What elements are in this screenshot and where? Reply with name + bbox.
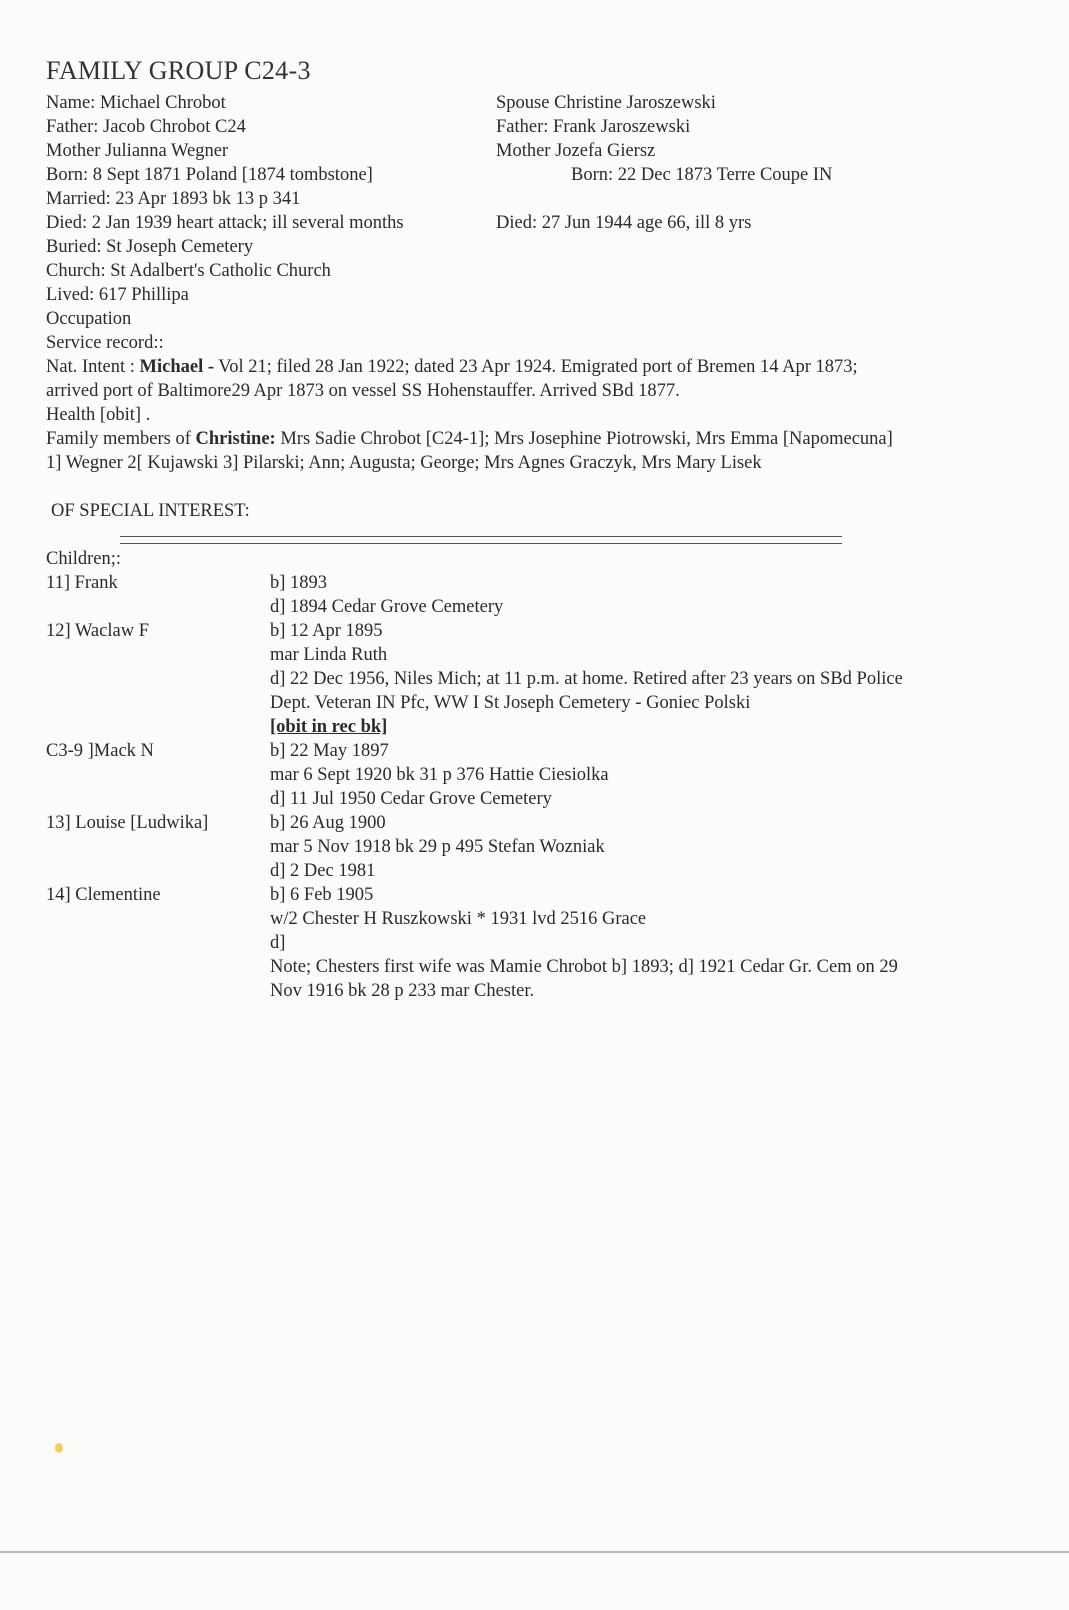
spouse-born: Born: 22 Dec 1873 Terre Coupe IN: [571, 165, 833, 185]
child-name: 12] Waclaw F: [46, 621, 149, 641]
child-details: [270, 739, 930, 811]
husband-lived: Lived: 617 Phillipa: [46, 285, 189, 305]
spouse-died: Died: 27 Jun 1944 age 66, ill 8 yrs: [496, 213, 752, 233]
family-members-text: Mrs Sadie Chrobot [C24-1]; Mrs Josephine Piotrowski, Mrs Emma [Napomecuna] 1] Wegner 2[ Kujawski 3] Pilarski; Ann; Augusta; George; Mrs Agnes Graczyk, Mrs Mary Lisek: [46, 429, 893, 473]
husband-father: Father: Jacob Chrobot C24: [46, 117, 246, 137]
child-detail-line: Note; Chesters first wife was Mamie Chrobot b] 1893; d] 1921 Cedar Gr. Cem on 29 Nov 1916 bk 28 p 233 mar Chester.: [270, 957, 898, 1001]
nat-intent-bold: Michael -: [139, 357, 215, 377]
nat-intent-text: Vol 21; filed 28 Jan 1922; dated 23 Apr 1924. Emigrated port of Bremen 14 Apr 1873; arrived port of Baltimore29 Apr 1873 on vessel SS Hohenstauffer. Arrived SBd 1877.: [46, 357, 858, 401]
husband-occupation: Occupation: [46, 309, 132, 329]
child-name: 11] Frank: [46, 573, 118, 593]
child-name: C3-9 ]Mack N: [46, 741, 154, 761]
spouse-father: Father: Frank Jaroszewski: [496, 117, 691, 137]
child-detail-line: d] 22 Dec 1956, Niles Mich; at 11 p.m. at home. Retired after 23 years on SBd Police Dept. Veteran IN Pfc, WW I St Joseph Cemetery - Goniec Polski: [270, 669, 903, 713]
nat-intent: [46, 355, 906, 403]
child-detail-line: d] 2 Dec 1981: [270, 861, 376, 881]
child-detail-line: mar Linda Ruth: [270, 645, 388, 665]
husband-church: Church: St Adalbert's Catholic Church: [46, 261, 331, 281]
child-detail-line: b] 1893: [270, 573, 328, 593]
husband-service-record: Service record::: [46, 333, 164, 353]
husband-died: Died: 2 Jan 1939 heart attack; ill several months: [46, 213, 404, 233]
spouse-mother: Mother Jozefa Giersz: [496, 141, 656, 161]
husband-mother: Mother Julianna Wegner: [46, 141, 229, 161]
child-detail-line: d] 1894 Cedar Grove Cemetery: [270, 597, 504, 617]
bottom-edge-line: [0, 1551, 1069, 1553]
child-details: [270, 811, 930, 883]
husband-born: Born: 8 Sept 1871 Poland [1874 tombstone]: [46, 165, 373, 185]
children-header: Children;:: [46, 549, 122, 569]
page-title: FAMILY GROUP C24-3: [46, 56, 311, 85]
child-name: 14] Clementine: [46, 885, 161, 905]
obit-note: [obit in rec bk]: [270, 717, 388, 737]
child-details: [270, 571, 930, 619]
child-detail-line: d]: [270, 933, 286, 953]
child-detail-line: b] 6 Feb 1905: [270, 885, 374, 905]
child-detail-line: mar 5 Nov 1918 bk 29 p 495 Stefan Wozniak: [270, 837, 605, 857]
family-members-prefix: Family members of: [46, 429, 196, 449]
child-name: 13] Louise [Ludwika]: [46, 813, 209, 833]
child-detail-line: b] 22 May 1897: [270, 741, 389, 761]
child-details: [270, 883, 930, 1003]
child-detail-line: d] 11 Jul 1950 Cedar Grove Cemetery: [270, 789, 552, 809]
spouse-name: Spouse Christine Jaroszewski: [496, 93, 716, 113]
special-interest: OF SPECIAL INTEREST:: [51, 501, 250, 521]
child-detail-line: w/2 Chester H Ruszkowski * 1931 lvd 2516 Grace: [270, 909, 647, 929]
husband-buried: Buried: St Joseph Cemetery: [46, 237, 254, 257]
child-details: [270, 619, 930, 739]
family-members: [46, 427, 906, 475]
paper-speck: [55, 1443, 63, 1453]
child-detail-line: mar 6 Sept 1920 bk 31 p 376 Hattie Ciesiolka: [270, 765, 609, 785]
family-members-bold: Christine:: [195, 429, 276, 449]
health: Health [obit] .: [46, 405, 151, 425]
nat-intent-prefix: Nat. Intent :: [46, 357, 140, 377]
husband-name: Name: Michael Chrobot: [46, 93, 226, 113]
husband-married: Married: 23 Apr 1893 bk 13 p 341: [46, 189, 301, 209]
child-detail-line: b] 12 Apr 1895: [270, 621, 383, 641]
child-detail-line: b] 26 Aug 1900: [270, 813, 386, 833]
double-rule-divider: [120, 536, 842, 544]
